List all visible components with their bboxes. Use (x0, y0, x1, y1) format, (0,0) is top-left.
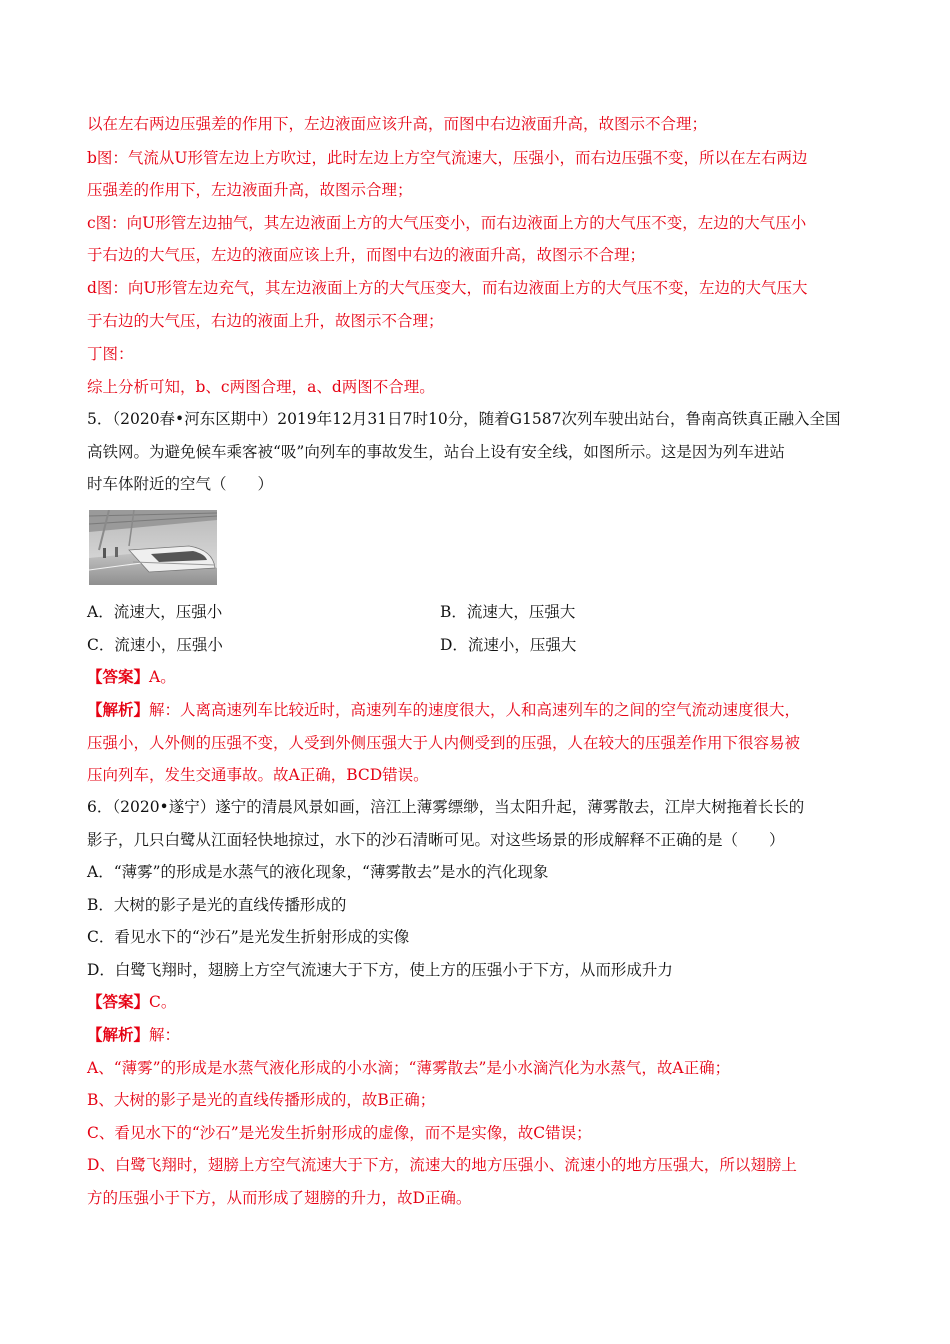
question-6-text: 6．（2020•遂宁）遂宁的清晨风景如画，涪江上薄雾缥缈，当太阳升起，薄雾散去，江岸大树拖着长长的 (87, 798, 805, 816)
train-station-image (89, 510, 217, 585)
solution-line: c图：向U形管左边抽气，其左边液面上方的大气压变小，而右边液面上方的大气压不变，左边的大气压小 (87, 214, 807, 232)
analysis-text: 方的压强小于下方，从而形成了翅膀的升力，故D正确。 (87, 1189, 472, 1207)
analysis-label: 【解析】 (87, 1025, 150, 1044)
answer-line (87, 667, 870, 687)
solution-line: d图：向U形管左边充气，其左边液面上方的大气压变大，而右边液面上方的大气压不变，左边的大气压大 (87, 279, 808, 297)
analysis-text: D、白鹭飞翔时，翅膀上方空气流速大于下方，流速大的地方压强小、流速小的地方压强大，所以翅膀上 (87, 1156, 797, 1174)
analysis-text: 解：人离高速列车比较近时，高速列车的速度很大，人和高速列车的之间的空气流动速度很大， (149, 701, 801, 719)
option-b: B．大树的影子是光的直线传播形成的 (87, 896, 347, 914)
question-5-text: 高铁网。为避免候车乘客被“吸”向列车的事故发生，站台上设有安全线，如图所示。这是因为列车进站 (87, 443, 785, 461)
answer-label: 【答案】 (87, 667, 150, 686)
solution-summary: 综上分析可知，b、c两图合理，a、d两图不合理。 (87, 378, 435, 396)
analysis-text: 压强小，人外侧的压强不变，人受到外侧压强大于人内侧受到的压强，人在较大的压强差作用下很容易被 (87, 734, 801, 752)
solution-line: b图：气流从U形管左边上方吹过，此时左边上方空气流速大，压强小，而右边压强不变，所以在左右两边 (87, 149, 808, 167)
analysis-text: 压向列车，发生交通事故。故A正确，BCD错误。 (87, 766, 429, 784)
option-d: D．白鹭飞翔时，翅膀上方空气流速大于下方，使上方的压强小于下方，从而形成升力 (87, 961, 673, 979)
question-5-text: 5．（2020春•河东区期中）2019年12月31日7时10分，随着G1587次列车驶出站台，鲁南高铁真正融入全国 (87, 410, 841, 428)
option-b: B．流速大，压强大 (440, 603, 576, 621)
analysis-text: B、大树的影子是光的直线传播形成的，故B正确； (87, 1091, 436, 1109)
question-5-text: 时车体附近的空气（ ） (87, 475, 274, 493)
option-a: A．流速大，压强小 (87, 603, 223, 621)
analysis-line (87, 700, 870, 720)
analysis-text: C、看见水下的“沙石”是光发生折射形成的虚像，而不是实像，故C错误； (87, 1124, 592, 1142)
answer-label: 【答案】 (87, 992, 150, 1011)
answer-line (87, 992, 870, 1012)
analysis-text: 解： (149, 1026, 181, 1044)
solution-line: 丁图： (87, 345, 134, 363)
analysis-line (87, 1025, 870, 1045)
answer-value: A。 (149, 668, 176, 686)
solution-line: 于右边的大气压，右边的液面上升，故图示不合理； (87, 312, 444, 330)
option-d: D．流速小，压强大 (440, 636, 577, 654)
analysis-text: A、“薄雾”的形成是水蒸气液化形成的小水滴；“薄雾散去”是小水滴汽化为水蒸气，故A正确； (87, 1059, 731, 1077)
option-a: A．“薄雾”的形成是水蒸气的液化现象，“薄雾散去”是水的汽化现象 (87, 863, 549, 881)
analysis-label: 【解析】 (87, 700, 150, 719)
option-c: C．流速小，压强小 (87, 636, 223, 654)
solution-line: 于右边的大气压，左边的液面应该上升，而图中右边的液面升高，故图示不合理； (87, 246, 646, 264)
option-c: C．看见水下的“沙石”是光发生折射形成的实像 (87, 928, 410, 946)
question-6-text: 影子，几只白鹭从江面轻快地掠过，水下的沙石清晰可见。对这些场景的形成解释不正确的是（ ） (87, 831, 785, 849)
solution-line: 以在左右两边压强差的作用下，左边液面应该升高，而图中右边液面升高，故图示不合理； (87, 115, 708, 133)
answer-value: C。 (149, 993, 177, 1011)
solution-line: 压强差的作用下，左边液面升高，故图示合理； (87, 181, 413, 199)
